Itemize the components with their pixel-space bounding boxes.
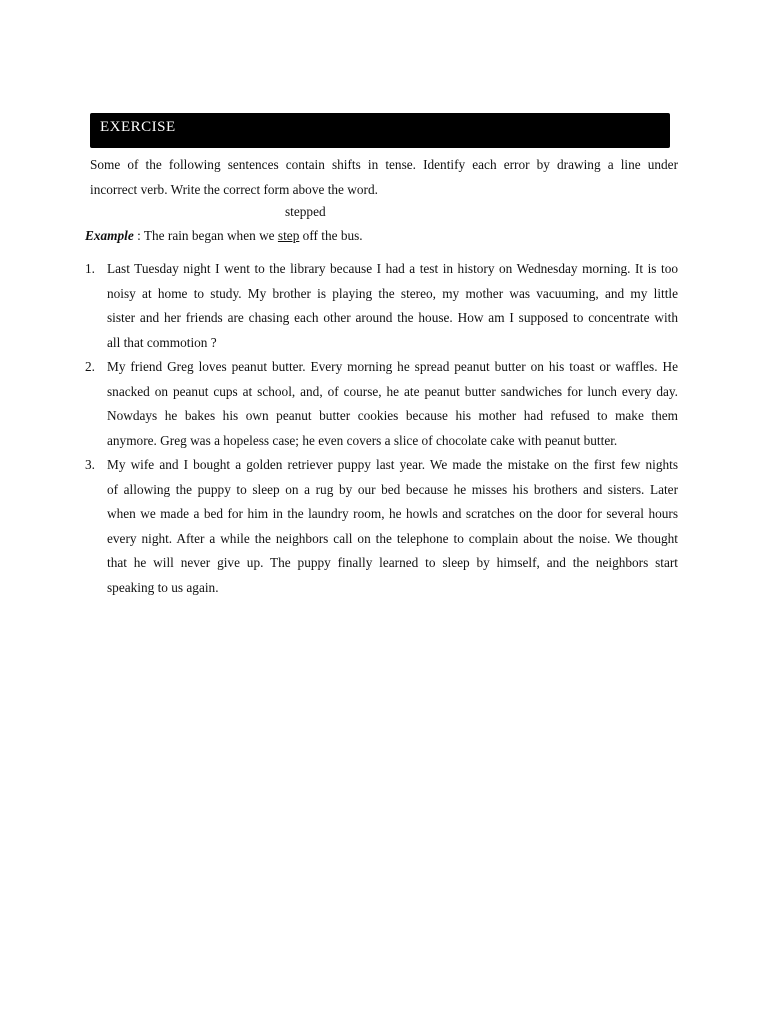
instructions-line: Some of the following sentences contain shifts in tense. Identify each error by drawing a line under xyxy=(90,157,678,172)
list-item-number: 1. xyxy=(85,261,95,276)
exercise-header-bar xyxy=(90,113,670,148)
list-item-line: snacked on peanut cups at school, and, of course, he ate peanut butter sandwiches for lunch every day. xyxy=(107,383,678,399)
instructions-paragraph xyxy=(90,153,678,202)
exercise-list xyxy=(85,257,678,600)
example-label: Example xyxy=(85,228,134,243)
exercise-title: EXERCISE xyxy=(100,119,176,135)
list-item-line: every night. After a while the neighbors call on the telephone to complain about the noise. We thought xyxy=(107,530,678,546)
list-item-line: Nowdays he bakes his own peanut butter cookies because his mother had refused to make them xyxy=(107,408,678,423)
list-item-line: sister and her friends are chasing each other around the house. How am I supposed to concentrate with xyxy=(107,310,678,325)
list-item-number: 3. xyxy=(85,457,95,472)
example-text-after: off the bus. xyxy=(302,228,363,243)
list-item-line: of allowing the puppy to sleep on a rug by our bed because he misses his brothers and sisters. Later xyxy=(107,481,678,497)
instructions-line: incorrect verb. Write the correct form above the word. xyxy=(90,181,378,197)
list-item-number: 2. xyxy=(85,359,95,374)
list-item xyxy=(85,355,678,453)
list-item-line: anymore. Greg was a hopeless case; he even covers a slice of chocolate cake with peanut butter. xyxy=(107,432,618,448)
list-item-line: that he will never give up. The puppy finally learned to sleep by himself, and the neighbors start xyxy=(107,555,678,570)
list-item-line: when we made a bed for him in the laundry room, he howls and scratches on the door for several hours xyxy=(107,506,678,521)
example-sentence xyxy=(85,228,363,244)
list-item-line: speaking to us again. xyxy=(107,579,219,595)
list-item-line: My wife and I bought a golden retriever puppy last year. We made the mistake on the first few nights xyxy=(107,457,678,472)
list-item-line: noisy at home to study. My brother is playing the stereo, my mother was vacuuming, and my little xyxy=(107,285,678,301)
list-item-line: Last Tuesday night I went to the library because I had a test in history on Wednesday morning. It is too xyxy=(107,261,678,276)
example-underlined-verb: step xyxy=(277,228,300,243)
list-item-line: My friend Greg loves peanut butter. Every morning he spread peanut butter on his toast or waffles. He xyxy=(107,359,678,374)
list-item-line: all that commotion ? xyxy=(107,334,217,350)
list-item xyxy=(85,453,678,600)
example-separator: : xyxy=(137,228,141,243)
example-text-before: The rain began when we xyxy=(143,228,275,243)
example-correction-word: stepped xyxy=(285,204,326,219)
list-item xyxy=(85,257,678,355)
